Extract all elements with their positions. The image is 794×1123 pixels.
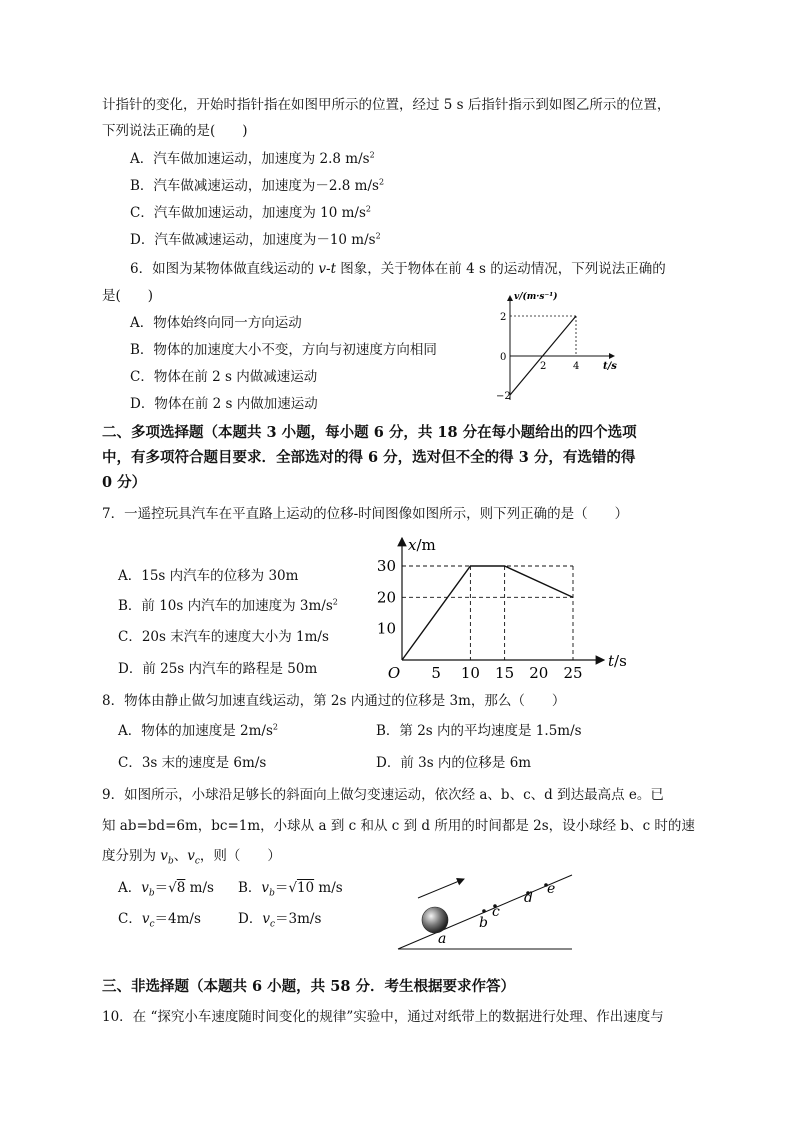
q6-graph-origin: 0	[500, 352, 507, 363]
q6-graph-x-mid: 2	[540, 361, 547, 372]
q9-option-c[interactable]: C．$v_c=4m/s$	[118, 911, 201, 930]
x-tick-label-10: 10	[460, 664, 480, 678]
q9-stem-line3: 度分别为 $v_b$、$v_c$，则（ ）	[102, 848, 281, 867]
y-tick-label-20: 20	[376, 588, 396, 607]
section2-title-line1: 二、多项选择题（本题共 3 小题，每小题 6 分，共 18 分在每小题给出的四个选项	[102, 424, 637, 441]
q6-vt-graph	[490, 282, 630, 406]
y-tick-label-30: 30	[376, 557, 396, 575]
q6-option-c[interactable]: C．物体在前 2 s 内做减速运动	[130, 369, 318, 385]
q9-label-c: c	[492, 904, 500, 920]
q5-option-c[interactable]: C．汽车做加速运动，加速度为 10 $m/s^2$	[130, 204, 371, 221]
q7-option-d[interactable]: D．前 25s 内汽车的路程是 50m	[118, 661, 318, 677]
q6-graph-xlabel: t/s	[603, 361, 617, 372]
q9-option-a[interactable]: A．$v_b=√8$ m/s	[118, 880, 214, 899]
q7-stem: 7．一遥控玩具汽车在平直路上运动的位移-时间图像如图所示，则下列正确的是（ ）	[102, 506, 629, 522]
q9-label-a: a	[438, 931, 447, 947]
q6-graph-y-top: 2	[500, 312, 507, 323]
q6-option-a[interactable]: A．物体始终向同一方向运动	[130, 315, 302, 331]
q9-label-d: d	[524, 890, 533, 906]
q8-option-a[interactable]: A．物体的加速度是 $2m/s^2$	[118, 722, 279, 739]
q9-label-e: e	[547, 881, 556, 897]
section2-title-line2: 中，有多项符合题目要求．全部选对的得 6 分，选对但不全的得 3 分，有选错的得	[102, 449, 636, 466]
y-axis-label: x/m	[408, 536, 436, 554]
q10-stem-line1: 10．在 “探究小车速度随时间变化的规律”实验中，通过对纸带上的数据进行处理、作出速度与	[102, 1009, 664, 1025]
series-line	[402, 566, 573, 660]
q9-option-d[interactable]: D．$v_c=3m/s$	[238, 911, 322, 930]
x-tick-label-15: 15	[495, 664, 515, 678]
q5-option-d[interactable]: D．汽车做减速运动，加速度为－10 $m/s^2$	[130, 231, 381, 248]
x-tick-label-5: 5	[431, 664, 441, 678]
q8-option-c[interactable]: C．3s 末的速度是 6m/s	[118, 755, 267, 771]
origin-label: O	[387, 664, 401, 678]
q7-option-c[interactable]: C．20s 末汽车的速度大小为 1m/s	[118, 629, 329, 645]
q9-incline-diagram	[396, 870, 576, 954]
q6-stem-line1: 6．如图为某物体做直线运动的 v-t 图象，关于物体在前 4 s 的运动情况，下列说法正确的	[130, 261, 666, 277]
q7-xt-chart	[366, 530, 636, 678]
q9-label-b: b	[479, 915, 488, 931]
q6-option-b[interactable]: B．物体的加速度大小不变，方向与初速度方向相同	[130, 342, 437, 358]
ball-icon	[422, 907, 448, 933]
x-tick-label-20: 20	[529, 664, 549, 678]
q9-option-b[interactable]: B．$v_b=√10$ m/s	[238, 880, 343, 899]
x-tick-label-25: 25	[563, 664, 583, 678]
q8-stem: 8．物体由静止做匀加速直线运动，第 2s 内通过的位移是 3m，那么（ ）	[102, 693, 566, 709]
q8-option-d[interactable]: D．前 3s 内的位移是 6m	[376, 755, 532, 771]
q5-option-b[interactable]: B．汽车做减速运动，加速度为－2.8 $m/s^2$	[130, 177, 385, 194]
q5-continued-stem-line2: 下列说法正确的是( )	[102, 123, 248, 139]
q7-option-a[interactable]: A．15s 内汽车的位移为 30m	[118, 568, 299, 584]
q5-option-a[interactable]: A．汽车做加速运动，加速度为 2.8 $m/s^2$	[130, 150, 375, 167]
q6-graph-ylabel: v/(m·s⁻¹)	[514, 292, 558, 302]
q7-option-b[interactable]: B．前 10s 内汽车的加速度为 $3m/s^2$	[118, 597, 338, 614]
q9-stem-line2: 知 ab=bd=6m，bc=1m，小球从 a 到 c 和从 c 到 d 所用的时间都是 2s，设小球经 b、c 时的速	[102, 818, 695, 834]
q8-option-b[interactable]: B．第 2s 内的平均速度是 1.5m/s	[376, 723, 582, 739]
x-axis-label: t/s	[608, 652, 627, 670]
y-tick-label-10: 10	[376, 619, 396, 638]
q6-option-d[interactable]: D．物体在前 2 s 内做加速运动	[130, 396, 318, 412]
q5-continued-stem-line1: 计指针的变化，开始时指针指在如图甲所示的位置，经过 5 s 后指针指示到如图乙所示的位置，	[102, 97, 671, 113]
q9-stem-line1: 9．如图所示，小球沿足够长的斜面向上做匀变速运动，依次经 a、b、c、d 到达最高点 e。已	[102, 787, 664, 803]
section2-title-line3: 0 分）	[102, 474, 147, 491]
q6-stem-line2: 是( )	[102, 288, 154, 304]
section3-title: 三、非选择题（本题共 6 小题，共 58 分．考生根据要求作答）	[102, 978, 515, 995]
q6-graph-x-end: 4	[573, 361, 580, 372]
q6-graph-y-bottom: −2	[496, 391, 511, 402]
